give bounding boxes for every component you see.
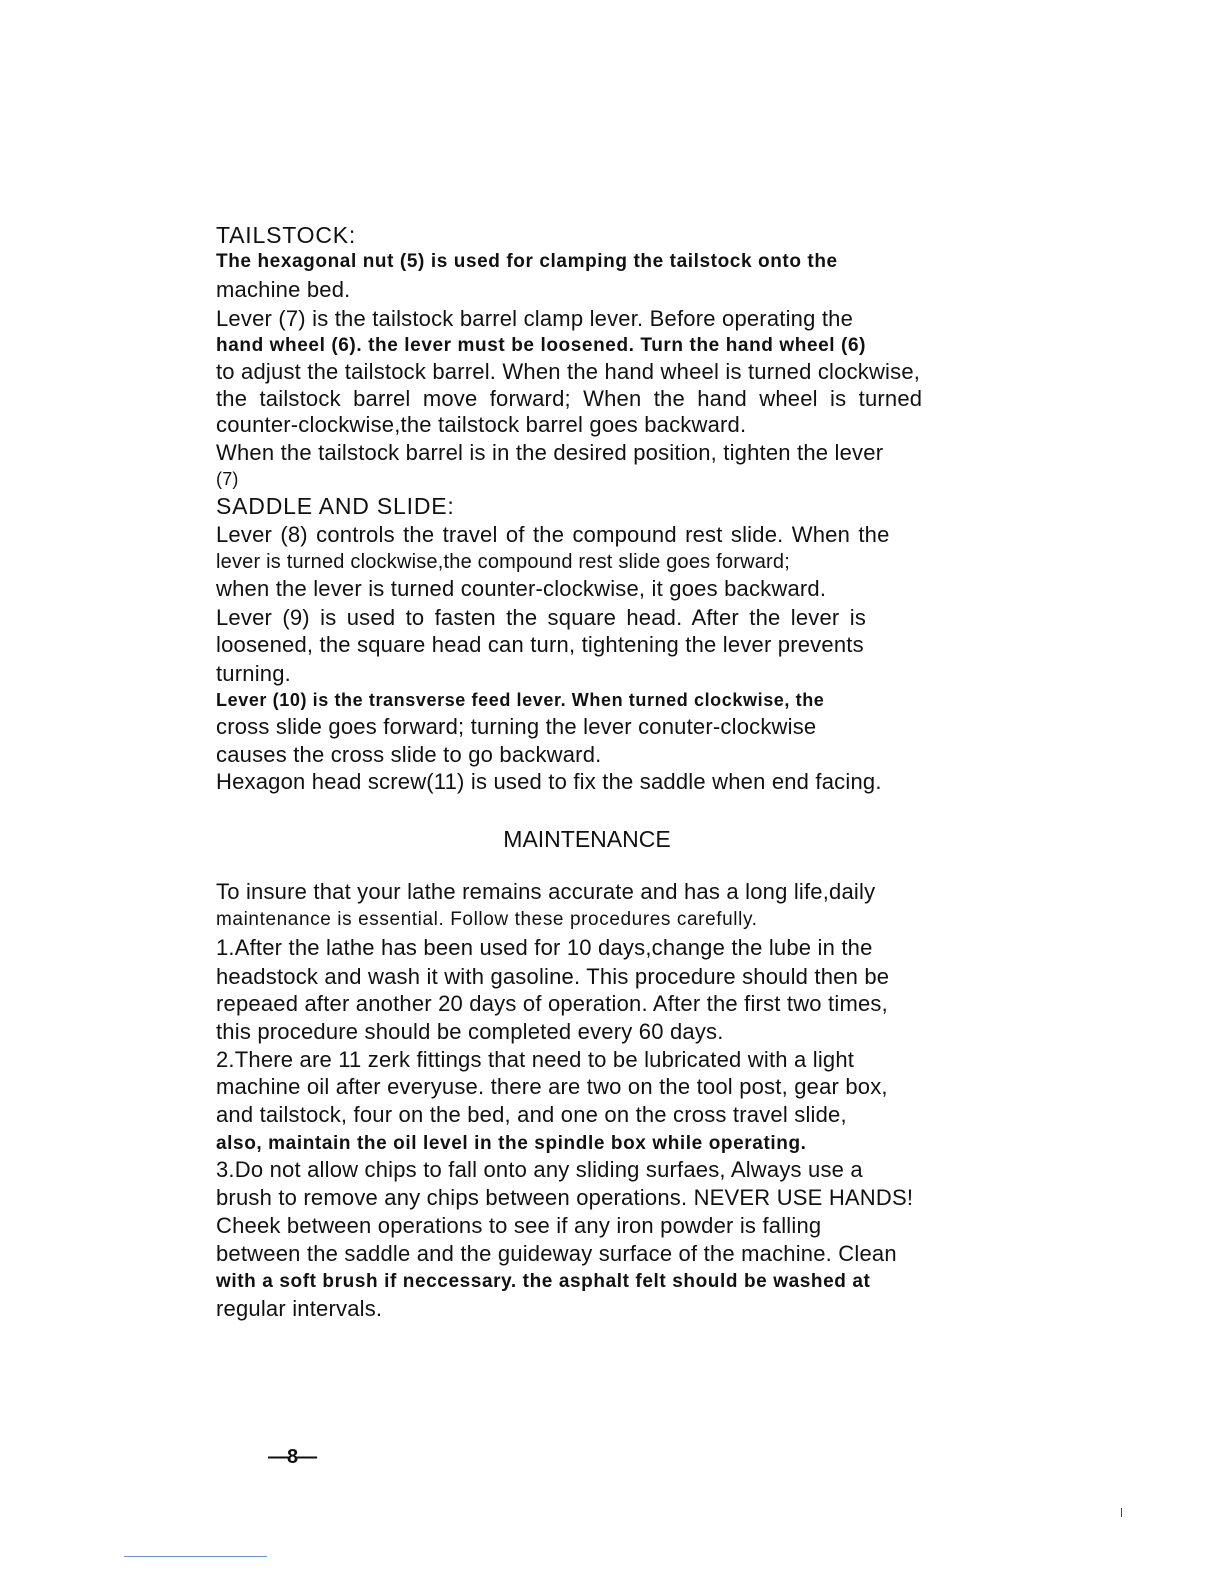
tailstock-line-7: counter-clockwise,the tailstock barrel goes backward. bbox=[216, 412, 747, 437]
maintenance-line-13: Cheek between operations to see if any iron powder is falling bbox=[216, 1213, 822, 1238]
saddle-line-5: loosened, the square head can turn, tightening the lever prevents bbox=[216, 632, 864, 657]
saddle-line-6: turning. bbox=[216, 661, 291, 686]
saddle-line-7: Lever (10) is the transverse feed lever. When turned clockwise, the bbox=[216, 690, 825, 710]
maintenance-line-16: regular intervals. bbox=[216, 1296, 383, 1321]
tailstock-line-6: the tailstock barrel move forward; When the hand wheel is turned bbox=[216, 386, 923, 411]
saddle-line-10: Hexagon head screw(11) is used to fix the saddle when end facing. bbox=[216, 769, 882, 794]
maintenance-line-14: between the saddle and the guideway surface of the machine. Clean bbox=[216, 1241, 897, 1266]
maintenance-line-11: 3.Do not allow chips to fall onto any sliding surfaes, Always use a bbox=[216, 1157, 863, 1182]
maintenance-heading: MAINTENANCE bbox=[503, 826, 671, 852]
maintenance-line-10: also, maintain the oil level in the spindle box while operating. bbox=[216, 1133, 807, 1154]
tailstock-line-1: The hexagonal nut (5) is used for clamping the tailstock onto the bbox=[216, 251, 838, 272]
maintenance-line-1: To insure that your lathe remains accurate and has a long life,daily bbox=[216, 879, 876, 904]
tailstock-line-8: When the tailstock barrel is in the desired position, tighten the lever bbox=[216, 440, 884, 465]
saddle-line-8: cross slide goes forward; turning the lever conuter-clockwise bbox=[216, 714, 817, 739]
maintenance-line-9: and tailstock, four on the bed, and one on the cross travel slide, bbox=[216, 1102, 847, 1127]
saddle-line-1: Lever (8) controls the travel of the compound rest slide. When the bbox=[216, 522, 890, 547]
bottom-rule bbox=[124, 1556, 267, 1557]
tailstock-line-3: Lever (7) is the tailstock barrel clamp lever. Before operating the bbox=[216, 306, 854, 331]
tailstock-line-4: hand wheel (6). the lever must be loosened. Turn the hand wheel (6) bbox=[216, 335, 867, 356]
tailstock-line-2: machine bed. bbox=[216, 277, 351, 302]
saddle-line-9: causes the cross slide to go backward. bbox=[216, 742, 602, 767]
maintenance-line-12: brush to remove any chips between operations. NEVER USE HANDS! bbox=[216, 1185, 914, 1210]
maintenance-line-7: 2.There are 11 zerk fittings that need to be lubricated with a light bbox=[216, 1047, 855, 1072]
saddle-line-2: lever is turned clockwise,the compound rest slide goes forward; bbox=[216, 551, 790, 573]
maintenance-line-6: this procedure should be completed every 60 days. bbox=[216, 1019, 724, 1044]
tailstock-heading: TAILSTOCK: bbox=[216, 222, 357, 248]
maintenance-line-3: 1.After the lathe has been used for 10 days,change the lube in the bbox=[216, 935, 873, 960]
saddle-line-4: Lever (9) is used to fasten the square head. After the lever is bbox=[216, 605, 867, 630]
tailstock-line-9: (7) bbox=[216, 469, 239, 489]
maintenance-line-8: machine oil after everyuse. there are two on the tool post, gear box, bbox=[216, 1074, 888, 1099]
maintenance-line-2: maintenance is essential. Follow these procedures carefully. bbox=[216, 909, 758, 930]
tailstock-line-5: to adjust the tailstock barrel. When the hand wheel is turned clockwise, bbox=[216, 359, 921, 384]
maintenance-line-15: with a soft brush if neccessary. the asphalt felt should be washed at bbox=[216, 1271, 871, 1292]
page-number: —8— bbox=[268, 1446, 317, 1468]
maintenance-line-5: repeaed after another 20 days of operation. After the first two times, bbox=[216, 991, 888, 1016]
saddle-heading: SADDLE AND SLIDE: bbox=[216, 493, 455, 519]
maintenance-line-4: headstock and wash it with gasoline. This procedure should then be bbox=[216, 964, 890, 989]
saddle-line-3: when the lever is turned counter-clockwise, it goes backward. bbox=[216, 576, 827, 601]
scan-edge-mark bbox=[1121, 1508, 1122, 1517]
